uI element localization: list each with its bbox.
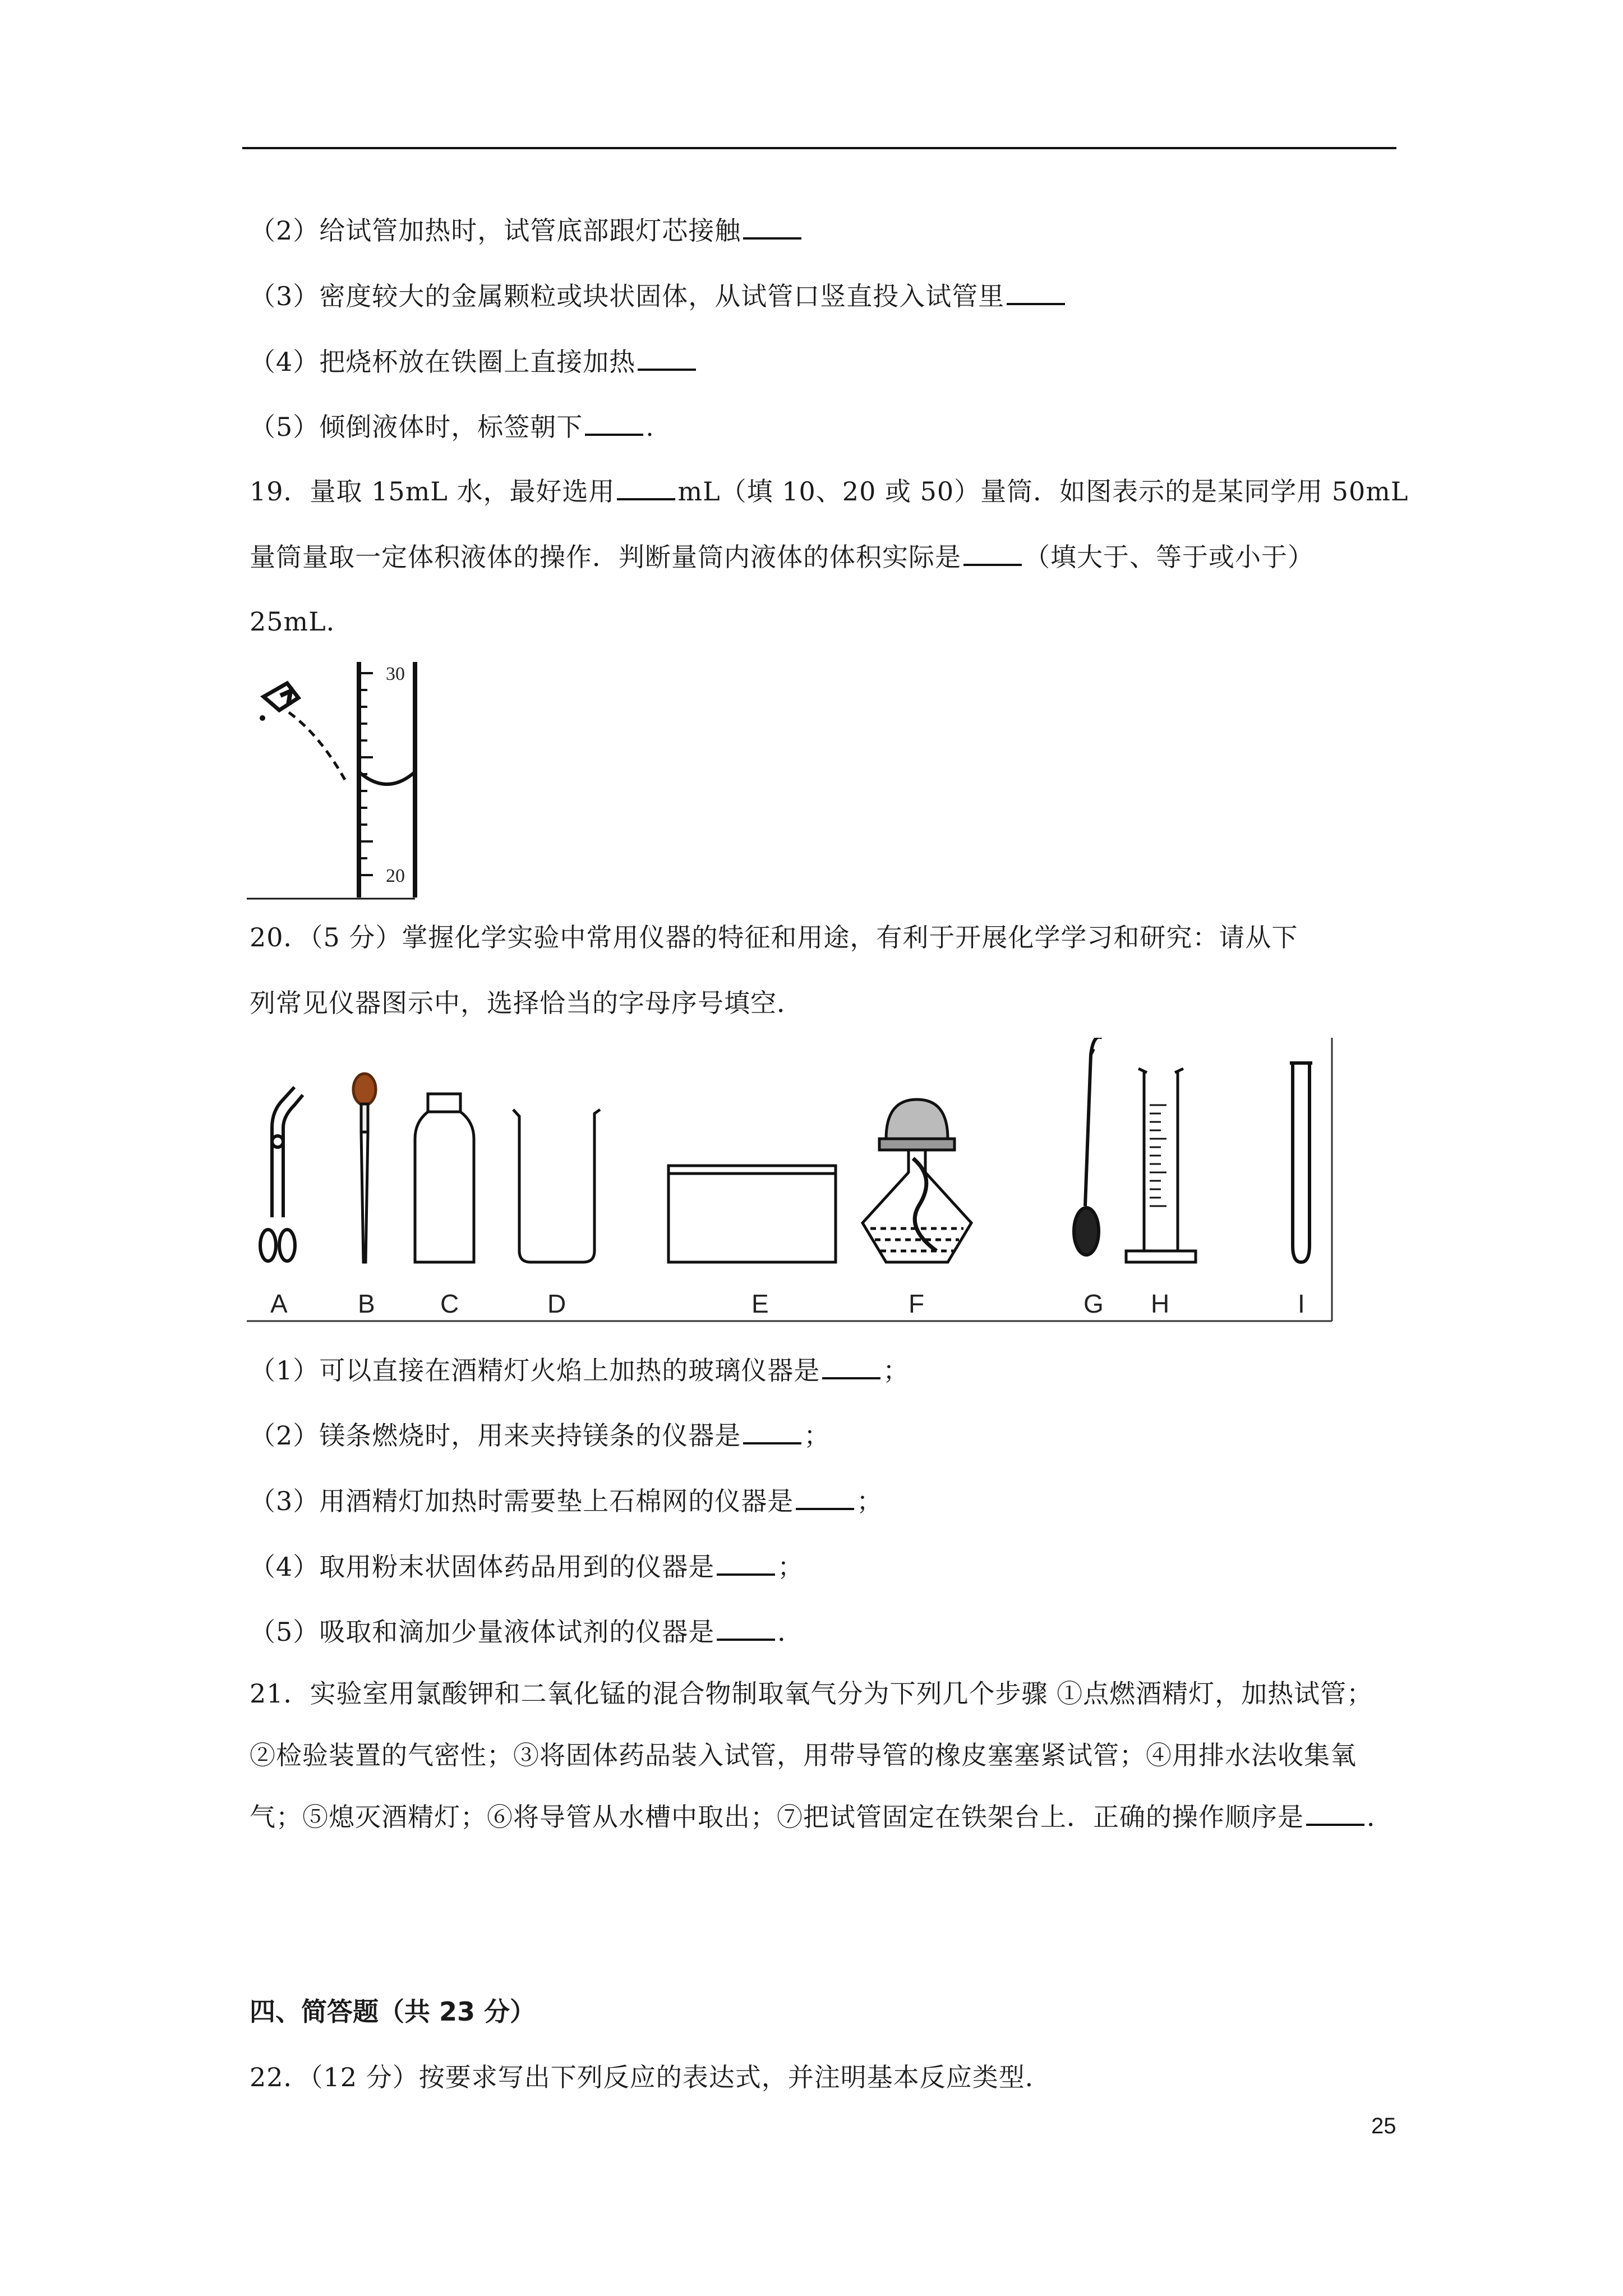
answer-blank[interactable] bbox=[743, 1420, 801, 1444]
evaporating-dish-icon bbox=[668, 1166, 836, 1262]
q18-item-3-text: （3）密度较大的金属颗粒或块状固体，从试管口竖直投入试管里 bbox=[250, 281, 1005, 311]
tick-label-20: 20 bbox=[386, 866, 405, 886]
q19-line-3: 25mL． bbox=[250, 606, 353, 637]
q21-text: 21．实验室用氯酸钾和二氧化锰的混合物制取氧气分为下列几个步骤 ①点燃酒精灯，加热试管；②检验装置的气密性；③将固体药品装入试管，用带导管的橡皮塞塞紧试管；④用排水法收集氧气；⑤熄灭酒精灯；⑥将导管从水槽中取出；⑦把试管固定在铁架台上．正确的操作顺序是 ． bbox=[250, 1678, 1393, 1832]
q22-text: 22．（12 分）按要求写出下列反应的表达式，并注明基本反应类型． bbox=[250, 2062, 1052, 2092]
test-tube-icon bbox=[1290, 1063, 1312, 1262]
answer-blank[interactable] bbox=[822, 1355, 880, 1379]
q19-line-1: 19．量取 15mL 水，最好选用 mL（填 10、20 或 50）量筒．如图表示的是某同学用 50mL bbox=[250, 476, 1409, 507]
q20-item-5: （5）吸取和滴加少量液体试剂的仪器是 ． bbox=[250, 1617, 804, 1647]
q18-item-2 bbox=[250, 213, 804, 248]
label-G: G bbox=[1083, 1289, 1104, 1318]
q18-item-3 bbox=[250, 279, 1067, 314]
label-I: I bbox=[1298, 1289, 1305, 1318]
q20-item-3: （3）用酒精灯加热时需要垫上石棉网的仪器是 ； bbox=[250, 1486, 883, 1516]
q18-item-5: （5）倾倒液体时，标签朝下 . bbox=[250, 412, 654, 442]
q18-item-5-text: （5）倾倒液体时，标签朝下 bbox=[250, 412, 583, 442]
alcohol-lamp-icon bbox=[863, 1099, 971, 1262]
graduated-cylinder-icon bbox=[1126, 1069, 1196, 1262]
q18-item-2-text: （2）给试管加热时，试管底部跟灯芯接触 bbox=[250, 215, 741, 246]
q20-item-4: （4）取用粉末状固体药品用到的仪器是 ； bbox=[250, 1552, 804, 1582]
label-F: F bbox=[909, 1289, 925, 1318]
answer-blank[interactable] bbox=[743, 215, 801, 240]
label-C: C bbox=[440, 1289, 459, 1318]
label-E: E bbox=[751, 1289, 769, 1318]
beaker-icon bbox=[513, 1110, 600, 1262]
reagent-bottle-icon bbox=[415, 1094, 474, 1262]
answer-blank[interactable] bbox=[963, 541, 1022, 566]
answer-blank[interactable] bbox=[717, 1616, 775, 1641]
header-rule bbox=[242, 147, 1396, 149]
q20-item-2: （2）镁条燃烧时，用来夹持镁条的仪器是 ； bbox=[250, 1420, 831, 1451]
q20-line-2: 列常见仪器图示中，选择恰当的字母序号填空． bbox=[250, 988, 803, 1018]
answer-blank[interactable] bbox=[638, 346, 696, 371]
label-A: A bbox=[270, 1289, 288, 1318]
q20-line-1: 20．（5 分）掌握化学实验中常用仪器的特征和用途，有利于开展化学学习和研究：请从下 bbox=[250, 922, 1298, 953]
instruments-figure bbox=[247, 1038, 1335, 1329]
answer-blank[interactable] bbox=[1306, 1801, 1364, 1826]
label-H: H bbox=[1151, 1289, 1170, 1318]
tick-label-30: 30 bbox=[386, 664, 405, 684]
answer-blank[interactable] bbox=[585, 411, 643, 436]
crucible-tongs-icon bbox=[260, 1087, 303, 1261]
cylinder-reading-figure bbox=[247, 656, 426, 903]
q18-item-4 bbox=[250, 344, 698, 379]
label-D: D bbox=[547, 1289, 566, 1318]
label-B: B bbox=[358, 1289, 375, 1318]
answer-blank[interactable] bbox=[717, 1551, 775, 1576]
dropper-icon bbox=[353, 1074, 376, 1262]
medicine-spoon-icon bbox=[1074, 1038, 1102, 1255]
q19-line-2: 量筒量取一定体积液体的操作．判断量筒内液体的体积实际是 （填大于、等于或小于） bbox=[250, 542, 1314, 572]
page-number: 25 bbox=[1371, 2114, 1396, 2138]
section-heading: 四、简答题（共 23 分） bbox=[250, 1996, 536, 2027]
answer-blank[interactable] bbox=[796, 1485, 854, 1510]
q18-item-4-text: （4）把烧杯放在铁圈上直接加热 bbox=[250, 347, 636, 377]
sight-line bbox=[289, 712, 345, 780]
answer-blank[interactable] bbox=[1007, 280, 1065, 305]
q20-item-1: （1）可以直接在酒精灯火焰上加热的玻璃仪器是 ； bbox=[250, 1355, 910, 1386]
answer-blank[interactable] bbox=[617, 476, 675, 500]
